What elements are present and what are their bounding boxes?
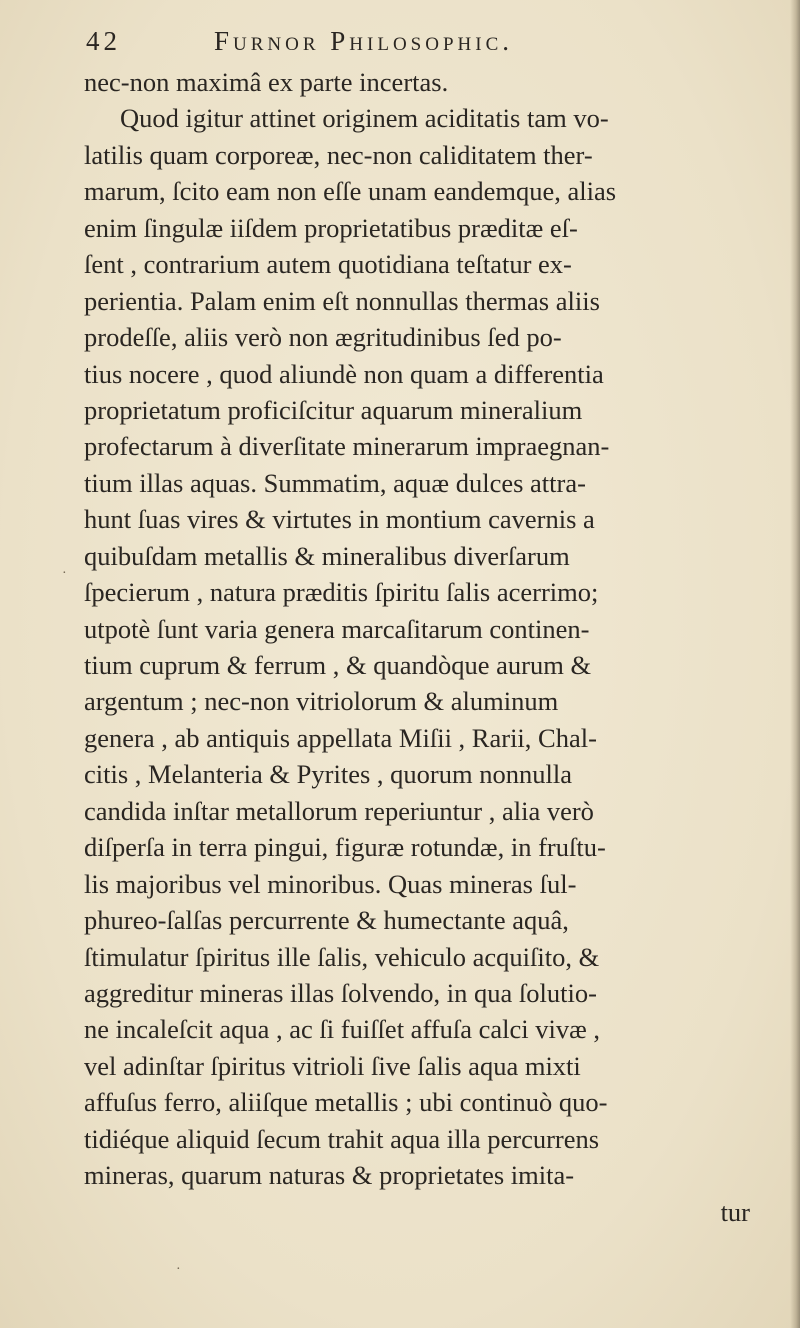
- running-title: Furnor Philosophic.: [214, 26, 513, 56]
- ink-speck: ·: [62, 566, 67, 581]
- text-line: ne incaleſcit aqua , ac ſi fuiſſet affuſa calci vivæ ,: [84, 1014, 601, 1045]
- text-line: utpotè ſunt varia genera marcaſitarum continen-: [84, 613, 590, 644]
- text-line: Quod igitur attinet originem aciditatis tam vo-: [120, 103, 609, 134]
- text-line: marum, ſcito eam non eſſe unam eandemque, alias: [84, 176, 617, 207]
- text-line: vel adinſtar ſpiritus vitrioli ſive ſalis aqua mixti: [84, 1050, 581, 1081]
- text-line: mineras, quarum naturas & proprietates imita-: [84, 1160, 575, 1191]
- text-line: genera , ab antiquis appellata Miſii , Rarii, Chal-: [84, 722, 597, 753]
- text-line: ſpecierum , natura præditis ſpiritu ſalis acerrimo;: [84, 577, 599, 608]
- body-text: [84, 64, 800, 1230]
- text-line: tium cuprum & ferrum , & quandòque aurum &: [84, 650, 592, 680]
- text-line: tium illas aquas. Summatim, aquæ dulces attra-: [84, 467, 586, 498]
- catchword: tur: [720, 1196, 750, 1227]
- text-line: aggreditur mineras illas ſolvendo, in qua ſolutio-: [84, 977, 597, 1008]
- text-line: candida inſtar metallorum reperiuntur , alia verò: [84, 795, 594, 826]
- text-line: argentum ; nec-non vitriolorum & aluminum: [84, 686, 559, 717]
- page-number: 42: [86, 26, 121, 56]
- ink-speck: ·: [176, 1262, 181, 1277]
- text-line: prodeſſe, aliis verò non ægritudinibus ſed po-: [84, 322, 562, 353]
- text-line: proprietatum proficiſcitur aquarum mineralium: [84, 394, 583, 425]
- text-line: perientia. Palam enim eſt nonnullas thermas aliis: [84, 285, 600, 316]
- page-header: [86, 26, 726, 66]
- text-line: ſent , contrarium autem quotidiana teſtatur ex-: [84, 249, 572, 280]
- text-line: profectarum à diverſitate minerarum impraegnan-: [84, 431, 610, 462]
- text-line: enim ſingulæ iiſdem proprietatibus præditæ eſ-: [84, 212, 578, 243]
- text-line: tius nocere , quod aliundè non quam a differentia: [84, 358, 604, 389]
- text-line: citis , Melanteria & Pyrites , quorum nonnulla: [84, 759, 572, 790]
- text-line: quibuſdam metallis & mineralibus diverſarum: [84, 540, 570, 571]
- text-line: hunt ſuas vires & virtutes in montium cavernis a: [84, 504, 595, 535]
- text-line: ſtimulatur ſpiritus ille ſalis, vehiculo acquiſito, &: [84, 941, 600, 972]
- text-line: affuſus ferro, aliiſque metallis ; ubi continuò quo-: [84, 1087, 608, 1118]
- text-line: lis majoribus vel minoribus. Quas mineras ſul-: [84, 868, 577, 899]
- text-line: tidiéque aliquid ſecum trahit aqua illa percurrens: [84, 1123, 600, 1154]
- text-line: diſperſa in terra pingui, figuræ rotundæ, in fruſtu-: [84, 832, 606, 863]
- text-line: phureo-ſalſas percurrente & humectante aquâ,: [84, 905, 569, 936]
- text-line: latilis quam corporeæ, nec-non caliditatem ther-: [84, 139, 593, 170]
- text-line: nec-non maximâ ex parte incertas.: [84, 67, 449, 97]
